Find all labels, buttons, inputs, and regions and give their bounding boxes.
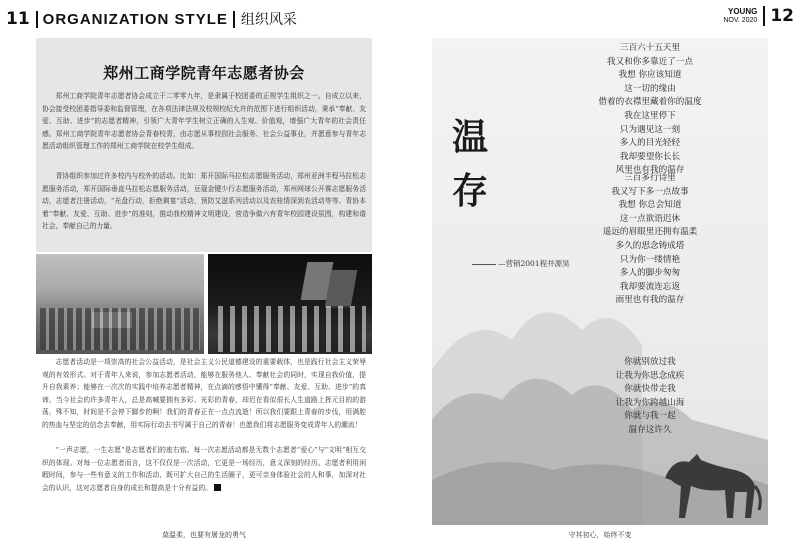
poem-line: 只为遇见这一刻 — [619, 124, 681, 135]
page-number-left: 11 — [6, 9, 30, 29]
poem-line: 多久的思念铸成塔 — [615, 240, 685, 251]
footer-left: 莫温柔，也要有屠龙的勇气 — [162, 531, 246, 539]
poem-line: 三百多行诗里 — [624, 173, 676, 183]
poem-line: 三百六十五天里 — [619, 43, 681, 53]
footer-right: 守其初心，始终不变 — [568, 531, 632, 539]
poem-author: —营销2001程井源昊 — [472, 258, 570, 269]
night-event-photo — [208, 254, 372, 354]
horse-tail — [755, 486, 760, 510]
poem-line: 我又和你多靠近了一点 — [607, 56, 693, 67]
horse-body — [665, 454, 755, 518]
poem-line: 我在这里停下 — [624, 110, 676, 121]
poem-line: 我想 你应该知道 — [618, 70, 682, 81]
poem-line: 你就别放过我 — [624, 357, 676, 367]
poem-line: 温存这许久 — [628, 424, 672, 435]
article-paragraph-1: 郑州工商学院青年志愿者协会成立于二零零九年，是隶属于校团委的正规学生组织之一。自成立以来，协会接受校团委指导委和监督管理，在各项法律法规及校规校纪允许的范围下进行组织活动，秉承“奉献、友爱、互助、进步”的志愿者精神，引领广大青年学生树立正确的人生观、价值观，增强广大青年的社会责任感。郑州工商学院青年志愿者协会青春校青，由志愿从事校园社会服务、社会公益事业，并愿意参与青年志愿活动组织管理工作的郑州工商学院在校学生组成。 — [42, 92, 366, 151]
header-right — [723, 6, 794, 26]
article-paragraph-2: 青协组织参加过许多校内与校外的活动。比如：郑开国际马拉松志愿服务活动，郑州亚洲半程马拉松志愿服务活动，郑开国际垂直马拉松志愿服务活动，豆蔻金键少行志愿服务活动，郑州网球公开赛志愿服务活动，志愿者注册活动，“光盘行动，拒绝剩宴”活动，预防艾滋系列活动以及农桂情深到农活动等等。青协本着“奉献、友爱、互助、进步”的准则，推动我校精神文明建设，营造争做六有青年校园建设氛围，构建和谐社会，奉献自己的力量。 — [42, 172, 366, 231]
poem-line: 让我为你思念成疾 — [615, 370, 685, 381]
section-title-en: ORGANIZATION STYLE — [36, 11, 235, 28]
group-photo-crowd — [40, 308, 200, 350]
poem-line: 这一点欲语迟休 — [619, 213, 681, 224]
issue-date: NOV. 2020 — [723, 16, 758, 24]
poem-line: 我却要流连忘返 — [619, 281, 681, 292]
header-left — [6, 6, 297, 32]
group-photo — [36, 254, 204, 354]
horse-silhouette-icon — [655, 440, 765, 520]
article-title: 郑州工商学院青年志愿者协会 — [103, 64, 305, 82]
poem-stanza-1 — [560, 42, 740, 178]
poem-line: 风里也有我的温存 — [615, 165, 685, 176]
poem-stanza-3 — [560, 356, 740, 438]
poem-line: 我却要望你长长 — [619, 151, 681, 162]
poem-line: 只为你一缕情艳 — [619, 254, 681, 265]
section-title-cn: 组织风采 — [240, 12, 297, 28]
page-number-right: 12 — [763, 6, 794, 26]
poem-stanza-2 — [560, 172, 740, 308]
poem-line: 多人的目光轻轻 — [619, 138, 681, 149]
flag-shape — [325, 270, 358, 308]
poem-line: 多人的脚步匆匆 — [619, 268, 681, 279]
poem-title: 温存 — [451, 116, 488, 212]
poem-line: 借着的衣襟里藏着你的温度 — [598, 97, 702, 108]
end-mark-icon — [214, 484, 221, 491]
poem-line: 遥远的眉眼里还拥有温柔 — [602, 227, 698, 238]
night-event-people — [218, 306, 366, 352]
article-paragraph-3: 志愿者活动是一项崇高的社会公益活动，是社会主义公民道德建设的重要载体，也是践行社会主义荣辱观的有效形式。对于青年人来说，参加志愿者活动，能够在服务他人、奉献社会的同时，实现自我价值，提升自我素养；能够在一次次的实践中培养志愿者精神，在点滴的感悟中懂得“奉献、友爱、互助、进步”的真谛。当今社会的许多青年人，总是高喊要拥有多彩、光彩的青春，却迟在看似很长人生道路上挥元目的的游荡，殊不知，时间是不会停下脚步的啊！我们的青春正在一点点流逝！所以我们要跟上青春的步伐，用满腔的热血与坚定的信念去奉献，用实际行动去书写属于自己的青春！也愿我们将志愿服务变成青年人的潮流！ — [42, 358, 366, 429]
poem-line: 你就与我一起 — [624, 411, 676, 422]
issue-label — [723, 8, 757, 25]
poem-line: 这一切的缘由 — [624, 83, 676, 94]
poem-line: 你就快带走我 — [624, 384, 676, 395]
brand-name: YOUNG — [727, 6, 758, 16]
article-paragraph-4 — [42, 444, 366, 494]
poem-line: 让我为你跨越山海 — [615, 397, 685, 408]
article-paragraph-4-text: “一声志愿，一生志愿”是志愿者们的座右铭。每一次志愿活动都是无数个志愿者“爱心”与“文明”相互交织的体现。对每一位志愿者而言，这不仅仅是一次活动，它更是一场经历，意义深刻的经历。志愿者利用闲暇时间，参与一些有意义的工作和活动，既可扩大自己的生活圈子，更可亲身体验社会的人和事，加深对社会的认识，这对志愿者自身的成长和提高是十分有益的。 — [42, 446, 366, 492]
poem-line: 我想 你总会知道 — [618, 200, 682, 211]
poem-line: 我又写下多一点故事 — [611, 186, 689, 197]
poem-line: 雨里也有我的温存 — [615, 295, 685, 306]
